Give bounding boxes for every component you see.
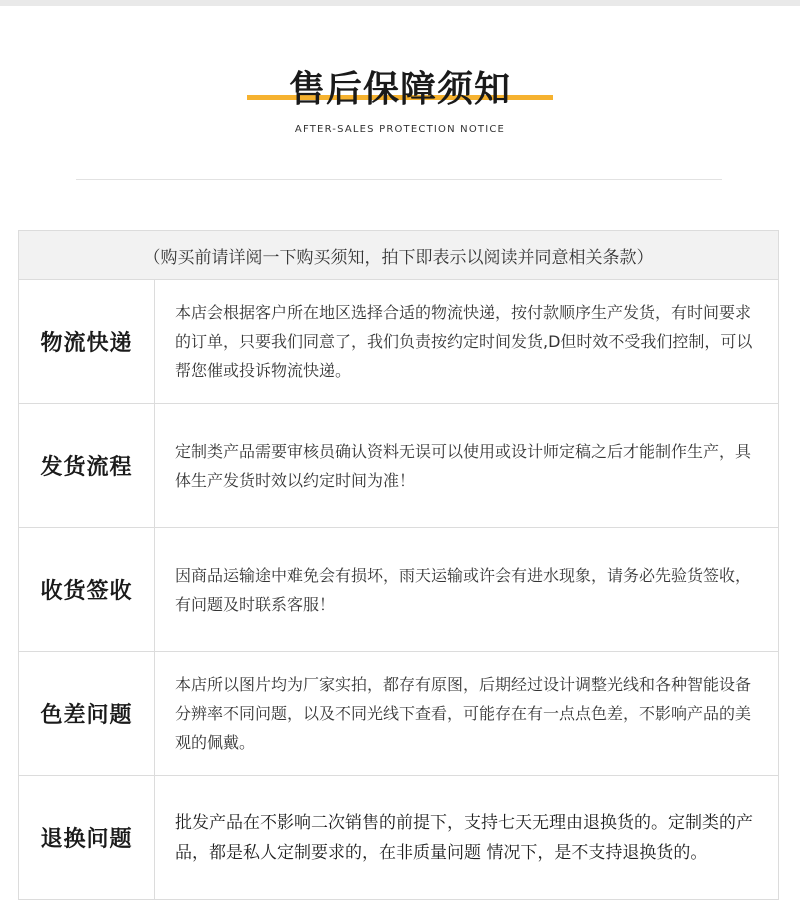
table-row-receipt (19, 528, 778, 652)
notice-table (18, 230, 779, 900)
row-label: 物流快递 (19, 280, 155, 403)
row-label: 色差问题 (19, 652, 155, 775)
top-band (0, 0, 800, 6)
row-text: 定制类产品需要审核员确认资料无误可以使用或设计师定稿之后才能制作生产，具体生产发货时效以约定时间为准！ (175, 441, 752, 490)
notice-banner: （购买前请详阅一下购买须知，拍下即表示以阅读并同意相关条款） (19, 231, 778, 280)
title-wrap (247, 64, 553, 116)
row-text: 本店所以图片均为厂家实拍，都存有原图，后期经过设计调整光线和各种智能设备分辨率不同问题，以及不同光线下查看，可能存在有一点点色差，不影响产品的美观的佩戴。 (175, 675, 752, 752)
page-title: 售后保障须知 (288, 69, 511, 110)
row-label: 收货签收 (19, 528, 155, 651)
table-row-logistics (19, 280, 778, 404)
table-row-shipping-process (19, 404, 778, 528)
row-text: 批发产品在不影响二次销售的前提下，支持七天无理由退换货的。定制类的产品，都是私人定制要求的，在非质量问题 情况下，是不支持退换货的。 (175, 812, 753, 863)
header-divider (76, 179, 722, 180)
row-text: 因商品运输途中难免会有损坏，雨天运输或许会有进水现象，请务必先验货签收，有问题及时联系客服！ (175, 565, 752, 614)
row-text: 本店会根据客户所在地区选择合适的物流快递，按付款顺序生产发货，有时间要求的订单，只要我们同意了，我们负责按约定时间发货,D但时效不受我们控制，可以帮您催或投诉物流快递。 (175, 303, 753, 380)
row-label: 发货流程 (19, 404, 155, 527)
table-row-color-difference (19, 652, 778, 776)
table-row-returns (19, 776, 778, 899)
row-label: 退换问题 (19, 776, 155, 899)
page-subtitle: AFTER-SALES PROTECTION NOTICE (294, 124, 506, 135)
header (0, 64, 800, 116)
